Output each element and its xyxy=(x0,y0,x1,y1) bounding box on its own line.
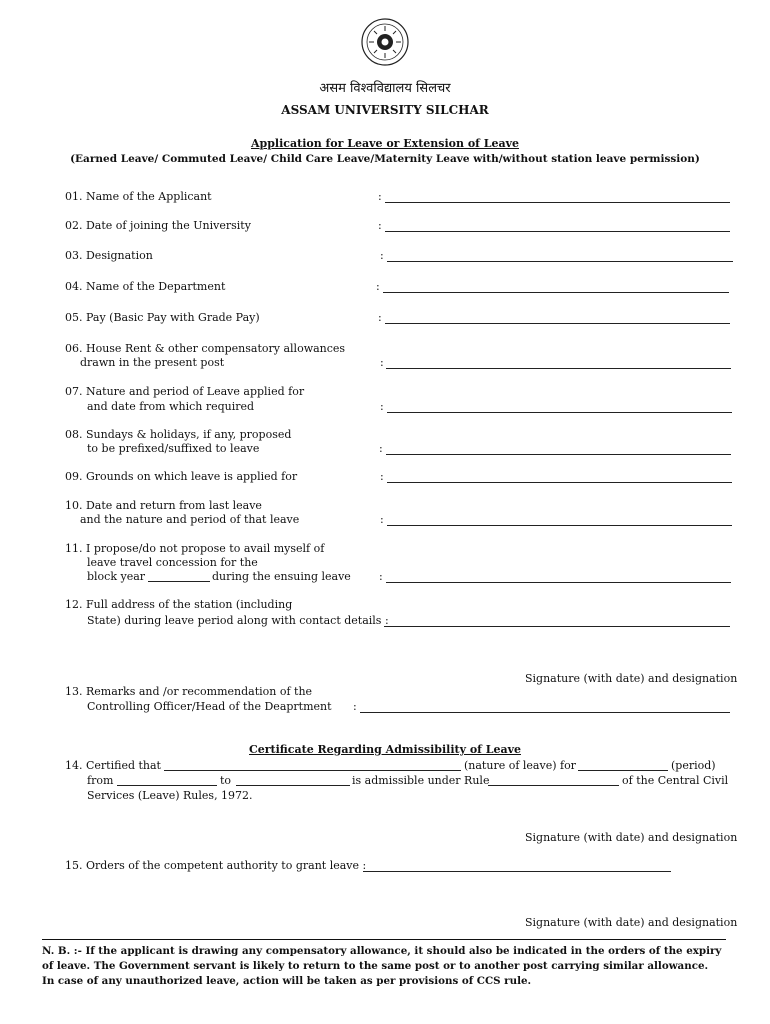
colon: : xyxy=(380,356,384,369)
item-12-label: 12. Full address of the station (including xyxy=(65,598,293,611)
item-04-label: 04. Name of the Department xyxy=(65,280,226,293)
item-08-label: 08. Sundays & holidays, if any, proposed xyxy=(65,428,292,441)
item-03-field[interactable] xyxy=(387,261,733,262)
form-subtitle: (Earned Leave/ Commuted Leave/ Child Care Leave/Maternity Leave with/without station leave permission) xyxy=(70,153,700,165)
certificate-line1-mid: (nature of leave) for xyxy=(464,759,576,772)
colon: : xyxy=(380,400,384,413)
note-line-1: N. B. :- If the applicant is drawing any compensatory allowance, it should also be indicated in the orders of the expiry xyxy=(42,945,722,957)
item-11-label-end: during the ensuing leave xyxy=(212,570,351,583)
colon: : xyxy=(379,570,383,583)
item-01-field[interactable] xyxy=(385,202,730,203)
to-date-field[interactable] xyxy=(236,785,350,786)
certificate-line3: Services (Leave) Rules, 1972. xyxy=(87,789,253,802)
form-title: Application for Leave or Extension of Leave xyxy=(251,137,519,150)
rule-field[interactable] xyxy=(488,785,619,786)
certificate-from-label: from xyxy=(87,774,114,787)
item-09-label: 09. Grounds on which leave is applied for xyxy=(65,470,298,483)
item-13-field[interactable] xyxy=(360,712,730,713)
item-11-label-cont: leave travel concession for the xyxy=(87,556,258,569)
item-15-label: 15. Orders of the competent authority to grant leave : xyxy=(65,859,367,872)
colon: : xyxy=(378,219,382,232)
colon: : xyxy=(353,700,357,713)
colon: : xyxy=(378,311,382,324)
item-02-field[interactable] xyxy=(385,231,730,232)
item-13-label-cont: Controlling Officer/Head of the Deaprtment xyxy=(87,700,332,713)
item-02-label: 02. Date of joining the University xyxy=(65,219,251,232)
item-06-label-cont: drawn in the present post xyxy=(80,356,225,369)
item-06-field[interactable] xyxy=(386,368,731,369)
item-15-field[interactable] xyxy=(363,871,671,872)
item-11-label: 11. I propose/do not propose to avail myself of xyxy=(65,542,325,555)
certificate-heading: Certificate Regarding Admissibility of Leave xyxy=(249,743,521,756)
item-11-block-year-label: block year xyxy=(87,570,146,583)
signature-label-1: Signature (with date) and designation xyxy=(525,672,738,685)
colon: : xyxy=(379,442,383,455)
item-08-label-cont: to be prefixed/suffixed to leave xyxy=(87,442,260,455)
note-divider xyxy=(42,939,726,940)
item-03-label: 03. Designation xyxy=(65,249,153,262)
signature-label-3: Signature (with date) and designation xyxy=(525,916,738,929)
university-seal-logo xyxy=(360,17,410,67)
certified-that-field[interactable] xyxy=(164,770,461,771)
colon: : xyxy=(376,280,380,293)
item-05-label: 05. Pay (Basic Pay with Grade Pay) xyxy=(65,311,260,324)
period-field[interactable] xyxy=(578,770,668,771)
colon: : xyxy=(380,249,384,262)
item-10-label: 10. Date and return from last leave xyxy=(65,499,262,512)
item-07-label-cont: and date from which required xyxy=(87,400,255,413)
note-line-3: In case of any unauthorized leave, action will be taken as per provisions of CCS rule. xyxy=(42,975,532,987)
certificate-line1-end: (period) xyxy=(671,759,716,772)
item-04-field[interactable] xyxy=(383,292,729,293)
block-year-field[interactable] xyxy=(148,581,210,582)
hindi-university-name: असम विश्वविद्यालय सिलचर xyxy=(319,81,451,96)
from-date-field[interactable] xyxy=(117,785,217,786)
item-08-field[interactable] xyxy=(386,454,731,455)
university-name: ASSAM UNIVERSITY SILCHAR xyxy=(281,103,489,117)
item-05-field[interactable] xyxy=(385,323,730,324)
certificate-rule-label: is admissible under Rule xyxy=(352,774,490,787)
item-06-label: 06. House Rent & other compensatory allowances xyxy=(65,342,346,355)
item-07-field[interactable] xyxy=(387,412,732,413)
item-11-field[interactable] xyxy=(386,582,731,583)
colon: : xyxy=(378,190,382,203)
item-07-label: 07. Nature and period of Leave applied for xyxy=(65,385,305,398)
colon: : xyxy=(380,470,384,483)
item-01-label: 01. Name of the Applicant xyxy=(65,190,212,203)
certificate-line1-start: 14. Certified that xyxy=(65,759,161,772)
item-12-field[interactable] xyxy=(384,626,730,627)
signature-label-2: Signature (with date) and designation xyxy=(525,831,738,844)
item-12-label-cont: State) during leave period along with contact details : xyxy=(87,614,389,627)
note-line-2: of leave. The Government servant is likely to return to the same post or to another post carrying similar allowance. xyxy=(42,960,709,972)
certificate-line2-end: of the Central Civil xyxy=(622,774,729,787)
item-10-field[interactable] xyxy=(387,525,732,526)
item-13-label: 13. Remarks and /or recommendation of the xyxy=(65,685,313,698)
item-10-label-cont: and the nature and period of that leave xyxy=(80,513,300,526)
colon: : xyxy=(380,513,384,526)
item-09-field[interactable] xyxy=(387,482,732,483)
certificate-to-label: to xyxy=(220,774,232,787)
